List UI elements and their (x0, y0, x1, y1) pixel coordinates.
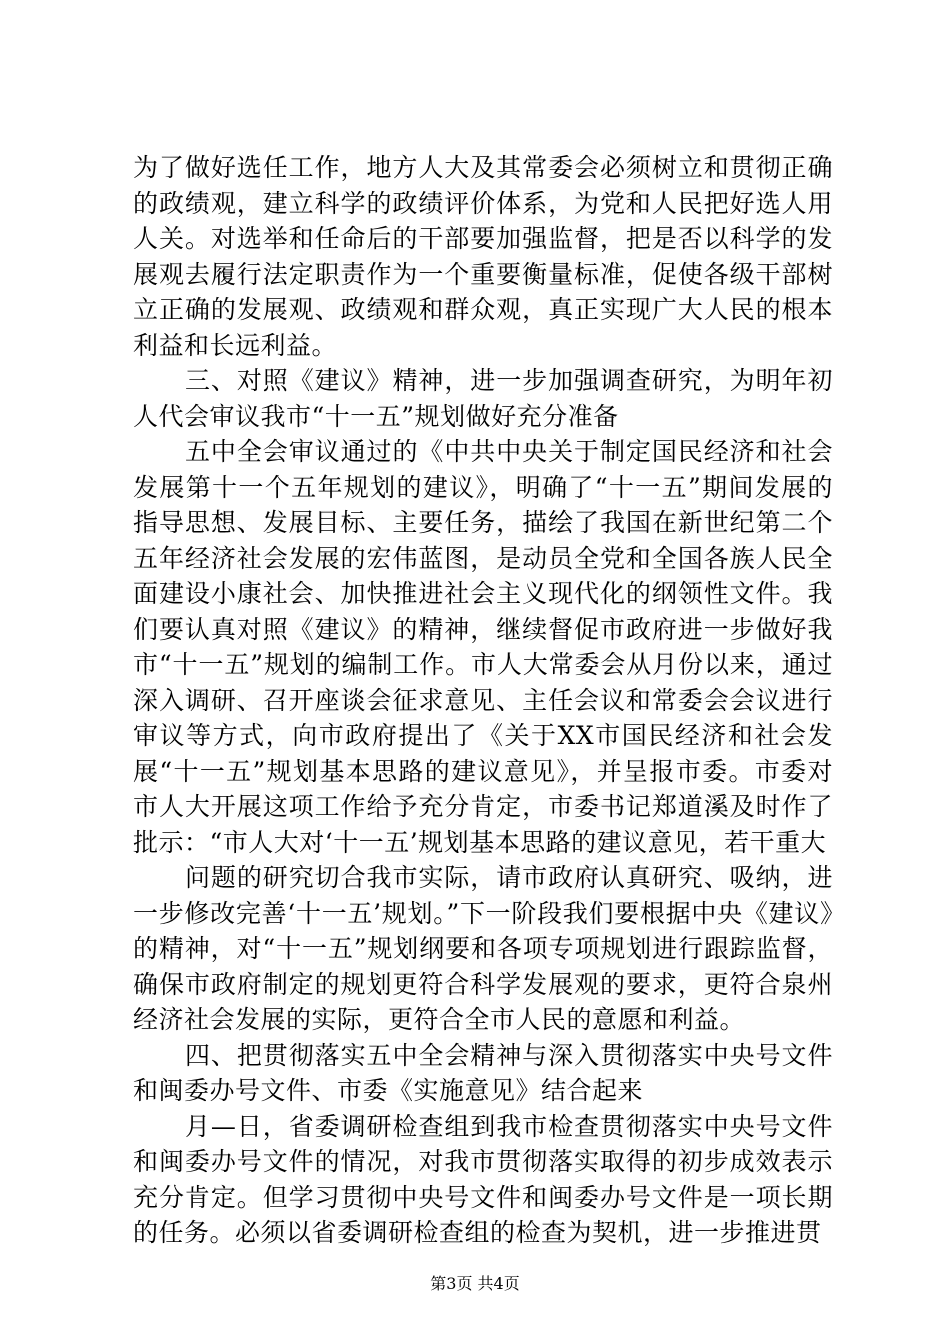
paragraph-research-supervision: 问题的研究切合我市实际，请市政府认真研究、吸纳，进一步修改完善‘十一五’规划。”下一阶段我们要根据中央《建议》的精神，对“十一五”规划纲要和各项专项规划进行跟踪监督，确保市政府制定的规划更符合科学发展观的要求，更符合泉州经济社会发展的实际，更符合全市人民的意愿和利益。 (133, 863, 833, 1034)
paragraph-plenary-suggestions: 五中全会审议通过的《中共中央关于制定国民经济和社会发展第十一个五年规划的建议》，明确了“十一五”期间发展的指导思想、发展目标、主要任务，描绘了我国在新世纪第二个五年经济社会发展的宏伟蓝图，是动员全党和全国各族人民全面建设小康社会、加快推进社会主义现代化的纲领性文件。我们要认真对照《建议》的精神，继续督促市政府进一步做好我市“十一五”规划的编制工作。市人大常委会从月份以来，通过深入调研、召开座谈会征求意见、主任会议和常委会会议进行审议等方式，向市政府提出了《关于XX市国民经济和社会发展“十一五”规划基本思路的建议意见》，并呈报市委。市委对市人大开展这项工作给予充分肯定，市委书记郑道溪及时作了批示：“市人大对‘十一五’规划基本思路的建议意见，若干重大 (133, 437, 833, 857)
paragraph-cadre-selection: 为了做好选任工作，地方人大及其常委会必须树立和贯彻正确的政绩观，建立科学的政绩评价体系，为党和人民把好选人用人关。对选举和任命后的干部要加强监督，把是否以科学的发展观去履行法定职责作为一个重要衡量标准，促使各级干部树立正确的发展观、政绩观和群众观，真正实现广大人民的根本利益和长远利益。 (133, 153, 833, 360)
document-body (133, 150, 833, 1251)
section-heading-four: 四、把贯彻落实五中全会精神与深入贯彻落实中央号文件和闽委办号文件、市委《实施意见》结合起来 (133, 1040, 833, 1105)
section-heading-three: 三、对照《建议》精神，进一步加强调查研究，为明年初人代会审议我市“十一五”规划做好充分准备 (133, 366, 833, 431)
page-number-footer: 第3页 共4页 (430, 1274, 520, 1293)
paragraph-inspection-team: 月—日，省委调研检查组到我市检查贯彻落实中央号文件和闽委办号文件的情况，对我市贯彻落实取得的初步成效表示充分肯定。但学习贯彻中央号文件和闽委办号文件是一项长期的任务。必须以省委调研检查组的检查为契机，进一步推进贯 (133, 1111, 833, 1247)
